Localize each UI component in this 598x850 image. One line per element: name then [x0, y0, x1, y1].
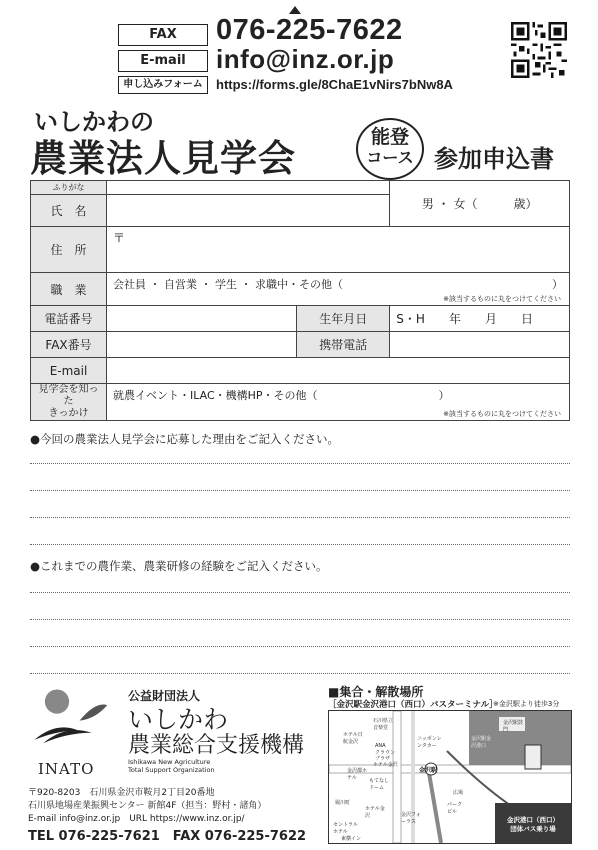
bus-stop-label-2: 団体バス乗り場 — [510, 825, 556, 833]
org-web[interactable]: E-mail info@inz.or.jp URL https://www.inz.or.jp/ — [28, 814, 245, 824]
source-options: 就農イベント・ILAC・機構HP・その他（ ） — [113, 389, 450, 402]
org-name-1: いしかわ — [128, 705, 229, 734]
course-badge-line2: コース — [366, 148, 414, 167]
up-arrow-icon — [289, 6, 301, 14]
source-label — [31, 384, 107, 421]
map-label: ANA — [375, 743, 386, 749]
answer-line[interactable] — [30, 673, 570, 674]
phone-field[interactable] — [107, 306, 297, 332]
mobile-field[interactable] — [390, 332, 570, 358]
station-label: 金沢駅 — [419, 767, 438, 774]
title-suffix: 参加申込書 — [434, 145, 554, 173]
map-label: 石川県立音楽堂 — [373, 718, 394, 731]
answer-line[interactable] — [30, 592, 570, 593]
answer-line[interactable] — [30, 544, 570, 545]
page-title: 農業法人見学会 — [30, 137, 296, 180]
address-label: 住 所 — [31, 227, 107, 273]
phone-label: 電話番号 — [31, 306, 107, 332]
inato-logo — [28, 686, 112, 764]
furigana-label: ふりがな — [31, 181, 107, 195]
answer-line[interactable] — [30, 646, 570, 647]
org-english-1: Ishikawa New Agriculture — [128, 758, 211, 766]
answer-line[interactable] — [30, 619, 570, 620]
map-label: 金沢都ホテル — [347, 768, 368, 781]
title-prefix: いしかわの — [34, 108, 154, 136]
fax-label: FAX — [118, 24, 208, 46]
source-label-line1: 見学会を知った — [38, 384, 99, 407]
question-experience: ●これまでの農作業、農業研修の経験をご記入ください。 — [30, 559, 328, 573]
map-label: 広場 — [453, 790, 464, 796]
fax-number: 076-225-7622 — [216, 14, 403, 46]
bus-stop-label-1: 金沢港口（西口） — [507, 816, 559, 824]
map-label: パークビル — [447, 802, 463, 815]
email-field-label: E-mail — [31, 358, 107, 384]
map-label: セントラルホテル — [333, 822, 358, 835]
map-label: ホテル金沢 — [373, 762, 398, 768]
occupation-options: 会社員 ・ 自営業 ・ 学生 ・ 求職中・その他（ ） — [113, 278, 563, 291]
map-location: ［金沢駅金沢港口（西口）バスターミナル］ — [328, 700, 498, 710]
email-address[interactable]: info@inz.or.jp — [216, 44, 395, 74]
org-name-2: 農業総合支援機構 — [128, 733, 305, 758]
fax-number-label: FAX番号 — [31, 332, 107, 358]
map-label: クラウン — [375, 750, 396, 756]
org-address: 〒920-8203 石川県金沢市鞍月2丁目20番地 — [28, 788, 215, 798]
form-label: 申し込みフォーム — [118, 76, 208, 94]
org-tel-fax: TEL 076-225-7621 FAX 076-225-7622 — [28, 829, 307, 844]
occupation-note: ※該当するものに丸をつけてください — [443, 295, 561, 303]
source-label-line2: きっかけ — [48, 408, 89, 419]
map-label: 東横イン — [341, 836, 362, 842]
source-field[interactable] — [107, 384, 570, 421]
map-walk-note: ※金沢駅より徒歩3分 — [493, 700, 560, 708]
inato-logo-text: INATO — [38, 760, 95, 778]
access-map — [328, 710, 572, 844]
qr-code — [511, 22, 567, 78]
map-label: 堀川町 — [335, 800, 351, 806]
answer-line[interactable] — [30, 463, 570, 464]
source-note: ※該当するものに丸をつけてください — [443, 410, 561, 418]
postal-mark: 〒 — [113, 231, 126, 245]
map-label: プラザ — [375, 756, 391, 762]
org-address-2: 石川県地場産業振興センター 新館4F（担当：野村・諸角） — [28, 801, 267, 811]
name-field[interactable] — [107, 195, 390, 227]
gender-age-field[interactable]: 男 ・ 女（ 歳） — [390, 181, 570, 227]
application-form — [30, 180, 570, 421]
occupation-label: 職 業 — [31, 273, 107, 306]
map-label: 金沢フォーラス — [401, 812, 421, 825]
mobile-label: 携帯電話 — [297, 332, 390, 358]
map-label: ホテル日航金沢 — [343, 732, 363, 745]
map-label: ニッポンレンタカー — [417, 736, 442, 749]
birthdate-field[interactable]: S・H 年 月 日 — [390, 306, 570, 332]
course-badge-line1: 能登 — [370, 126, 409, 148]
form-url[interactable]: https://forms.gle/8ChaE1vNirs7bNw8A — [216, 77, 453, 92]
org-type: 公益財団法人 — [128, 689, 201, 703]
org-english-2: Total Support Organization — [128, 766, 215, 774]
course-badge — [356, 118, 424, 180]
name-label: 氏 名 — [31, 195, 107, 227]
map-label: 金沢駅鼓門 — [503, 720, 524, 733]
occupation-field[interactable] — [107, 273, 570, 306]
answer-line[interactable] — [30, 517, 570, 518]
birthdate-label: 生年月日 — [297, 306, 390, 332]
map-label: 金沢駅金沢港口 — [471, 736, 492, 749]
map-heading: ■集合・解散場所 — [328, 685, 424, 699]
email-label: E-mail — [118, 50, 208, 72]
answer-line[interactable] — [30, 490, 570, 491]
map-label: ホテル金沢 — [365, 806, 385, 819]
map-label: もてなしドーム — [369, 778, 390, 791]
furigana-field[interactable] — [107, 181, 390, 195]
fax-number-field[interactable] — [107, 332, 297, 358]
bus-stop-label — [497, 815, 569, 833]
email-field[interactable] — [107, 358, 570, 384]
address-field[interactable] — [107, 227, 570, 273]
question-reason: ●今回の農業法人見学会に応募した理由をご記入ください。 — [30, 432, 340, 446]
